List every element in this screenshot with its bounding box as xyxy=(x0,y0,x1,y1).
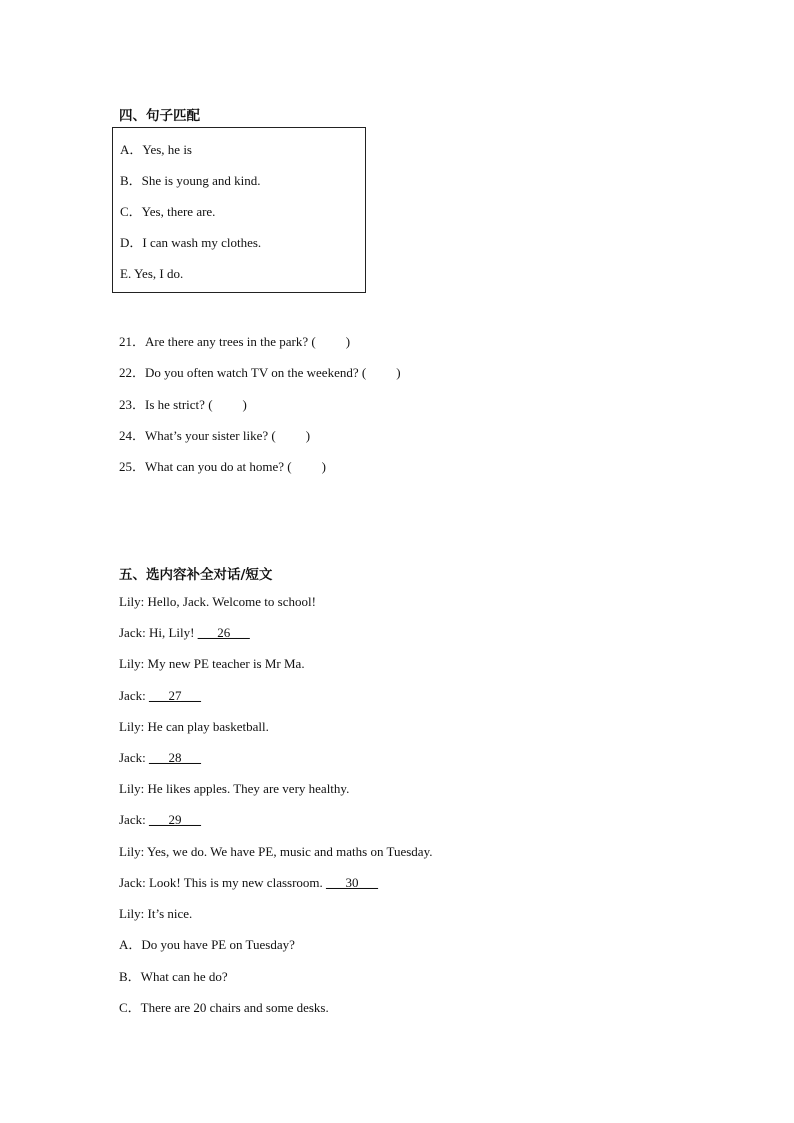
option-c: C．Yes, there are. xyxy=(120,204,216,219)
dialogue-text: Yes, we do. We have PE, music and maths on Tuesday. xyxy=(144,844,433,859)
blank-28[interactable]: ___28___ xyxy=(148,750,201,765)
question-number: 21． xyxy=(119,334,146,349)
dialogue-line-6 xyxy=(119,750,201,766)
dialogue-text: My new PE teacher is Mr Ma. xyxy=(144,656,305,671)
speaker: Lily: xyxy=(119,781,145,796)
dialogue-line-3 xyxy=(119,656,305,672)
close-paren: ) xyxy=(345,334,351,349)
question-number: 25． xyxy=(119,459,146,474)
dialogue-text: It’s nice. xyxy=(144,906,193,921)
question-22 xyxy=(119,365,401,381)
question-text: What’s your sister like? ( xyxy=(145,428,276,443)
choice-b: B．What can he do? xyxy=(119,969,228,984)
speaker: Lily: xyxy=(119,844,145,859)
question-number: 24． xyxy=(119,428,146,443)
speaker: Lily: xyxy=(119,594,145,609)
section-4-title: 四、句子匹配 xyxy=(119,108,200,124)
dialogue-text: He likes apples. They are very healthy. xyxy=(144,781,350,796)
question-text: Do you often watch TV on the weekend? ( xyxy=(145,365,367,380)
close-paren: ) xyxy=(242,397,247,412)
dialogue-line-2 xyxy=(119,625,250,641)
question-number: 23． xyxy=(119,397,146,412)
close-paren: ) xyxy=(321,459,326,474)
dialogue-line-10 xyxy=(119,875,378,891)
close-paren: ) xyxy=(396,365,401,380)
dialogue-line-4 xyxy=(119,688,201,704)
blank-27[interactable]: ___27___ xyxy=(148,688,201,703)
speaker: Jack: xyxy=(119,625,146,640)
dialogue-line-9 xyxy=(119,844,432,860)
speaker: Lily: xyxy=(119,719,145,734)
option-b: B．She is young and kind. xyxy=(120,173,261,188)
options-box xyxy=(112,127,366,293)
speaker: Lily: xyxy=(119,656,145,671)
choice-a: A．Do you have PE on Tuesday? xyxy=(119,937,295,952)
speaker: Lily: xyxy=(119,906,145,921)
blank-29[interactable]: ___29___ xyxy=(148,812,201,827)
dialogue-line-8 xyxy=(119,812,201,828)
question-text: Is he strict? ( xyxy=(145,397,213,412)
question-text: Are there any trees in the park? ( xyxy=(145,334,316,349)
speaker: Jack: xyxy=(119,875,146,890)
question-23 xyxy=(119,397,247,413)
dialogue-text: Hello, Jack. Welcome to school! xyxy=(144,594,316,609)
question-21 xyxy=(119,334,350,350)
question-24 xyxy=(119,428,310,444)
close-paren: ) xyxy=(305,428,311,443)
speaker: Jack: xyxy=(119,688,146,703)
option-a: A．Yes, he is xyxy=(120,142,192,157)
speaker: Jack: xyxy=(119,812,146,827)
dialogue-line-1 xyxy=(119,594,316,610)
question-25 xyxy=(119,459,326,475)
option-e: E. Yes, I do. xyxy=(120,266,184,281)
dialogue-text: Hi, Lily! xyxy=(145,625,198,640)
dialogue-line-7 xyxy=(119,781,349,797)
option-d: D．I can wash my clothes. xyxy=(120,235,262,250)
question-text: What can you do at home? ( xyxy=(145,459,292,474)
section-5-title: 五、选内容补全对话/短文 xyxy=(119,567,273,583)
choice-c: C．There are 20 chairs and some desks. xyxy=(119,1000,329,1015)
blank-26[interactable]: ___26___ xyxy=(197,625,250,640)
blank-30[interactable]: ___30___ xyxy=(326,875,379,890)
question-number: 22． xyxy=(119,365,146,380)
dialogue-text: Look! This is my new classroom. xyxy=(145,875,327,890)
dialogue-line-5 xyxy=(119,719,269,735)
speaker: Jack: xyxy=(119,750,146,765)
dialogue-text: He can play basketball. xyxy=(144,719,269,734)
dialogue-line-11 xyxy=(119,906,192,922)
